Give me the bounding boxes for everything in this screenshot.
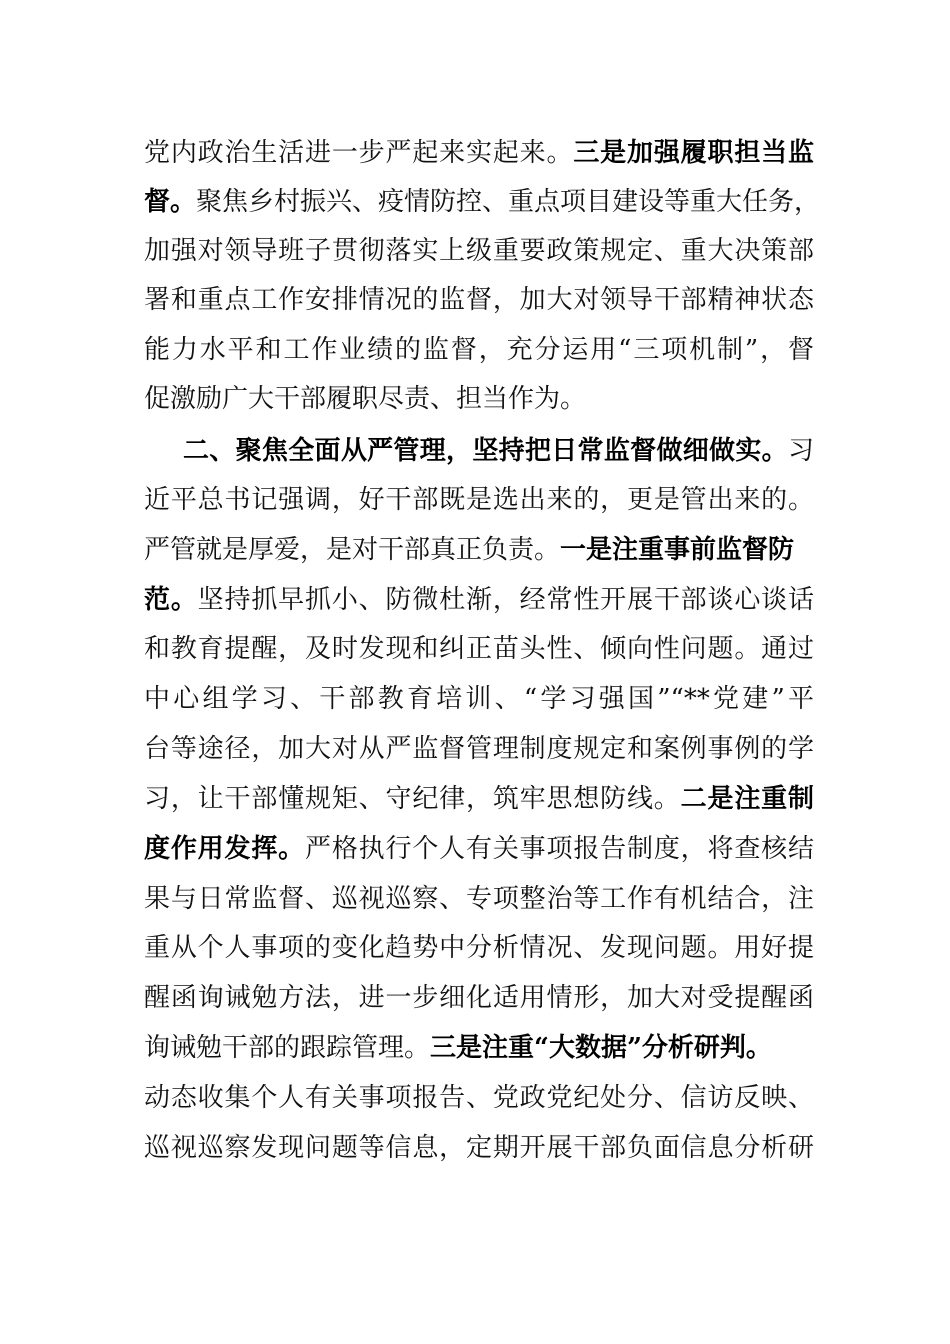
text-line: [144, 575, 814, 625]
text-line: [144, 874, 814, 924]
text-run: 近平总书记强调，好干部既是选出来的，更是管出来的。: [144, 485, 814, 515]
bold-text-run: 三是注重“大数据”分析研判。: [430, 1033, 772, 1063]
text-run: 能力水平和工作业绩的监督，充分运用“三项机制”，督: [144, 335, 814, 365]
bold-text-run: 三是加强履职担当监: [573, 138, 814, 168]
section-heading: 二、聚焦全面从严管理，坚持把日常监督做细做实。: [183, 436, 788, 466]
text-run: 巡视巡察发现问题等信息，定期开展干部负面信息分析研: [144, 1133, 814, 1163]
text-line: [144, 1023, 814, 1073]
text-run: 促激励广大干部履职尽责、担当作为。: [144, 384, 587, 414]
text-run: 动态收集个人有关事项报告、党政党纪处分、信访反映、: [144, 1083, 814, 1113]
bold-text-run: 范。: [144, 585, 198, 615]
bold-text-run: 一是注重事前监督防: [560, 535, 795, 565]
text-line: [144, 226, 814, 276]
text-line: [144, 374, 814, 424]
text-line: [144, 475, 814, 525]
text-line: [144, 128, 814, 178]
text-run: 坚持抓早抓小、防微杜渐，经常性开展干部谈心谈话: [197, 585, 814, 615]
text-line: [144, 923, 814, 973]
bold-text-run: 度作用发挥。: [144, 834, 305, 864]
text-run: 和教育提醒，及时发现和纠正苗头性、倾向性问题。通过: [144, 634, 814, 664]
text-line: [144, 774, 814, 824]
bold-text-run: 二是注重制: [680, 784, 814, 814]
text-run: 加强对领导班子贯彻落实上级重要政策规定、重大决策部: [144, 236, 814, 266]
text-run: 严格执行个人有关事项报告制度，将查核结: [305, 834, 814, 864]
text-run: 署和重点工作安排情况的监督，加大对领导干部精神状态: [144, 285, 814, 315]
text-run: 醒函询诫勉方法，进一步细化适用情形，加大对受提醒函: [144, 983, 814, 1013]
text-run: 习，让干部懂规矩、守纪律，筑牢思想防线。: [144, 784, 681, 814]
text-line: [144, 1073, 814, 1123]
text-run: 中心组学习、干部教育培训、“学习强国”“**党建”平: [144, 684, 814, 714]
text-line: [144, 724, 814, 774]
text-line: [144, 824, 814, 874]
text-run: 果与日常监督、巡视巡察、专项整治等工作有机结合，注: [144, 884, 814, 914]
text-line: [144, 177, 821, 227]
text-line: [144, 624, 814, 674]
text-line: [144, 674, 814, 724]
text-run: 聚焦乡村振兴、疫情防控、重点项目建设等重大任务，: [196, 187, 821, 217]
text-line: [144, 973, 814, 1023]
text-run: 习: [787, 436, 814, 466]
text-line: [144, 1123, 814, 1173]
text-line: [144, 275, 814, 325]
text-run: 询诫勉干部的跟踪管理。: [144, 1033, 431, 1063]
text-run: 严管就是厚爱，是对干部真正负责。: [144, 535, 561, 565]
text-run: 重从个人事项的变化趋势中分析情况、发现问题。用好提: [144, 933, 814, 963]
text-run: 党内政治生活进一步严起来实起来。: [144, 138, 574, 168]
text-run: 台等途径，加大对从严监督管理制度规定和案例事例的学: [144, 734, 814, 764]
bold-text-run: 督。: [144, 187, 197, 217]
text-line: [144, 325, 814, 375]
text-line: [144, 525, 814, 575]
section-heading-line: [183, 426, 814, 476]
